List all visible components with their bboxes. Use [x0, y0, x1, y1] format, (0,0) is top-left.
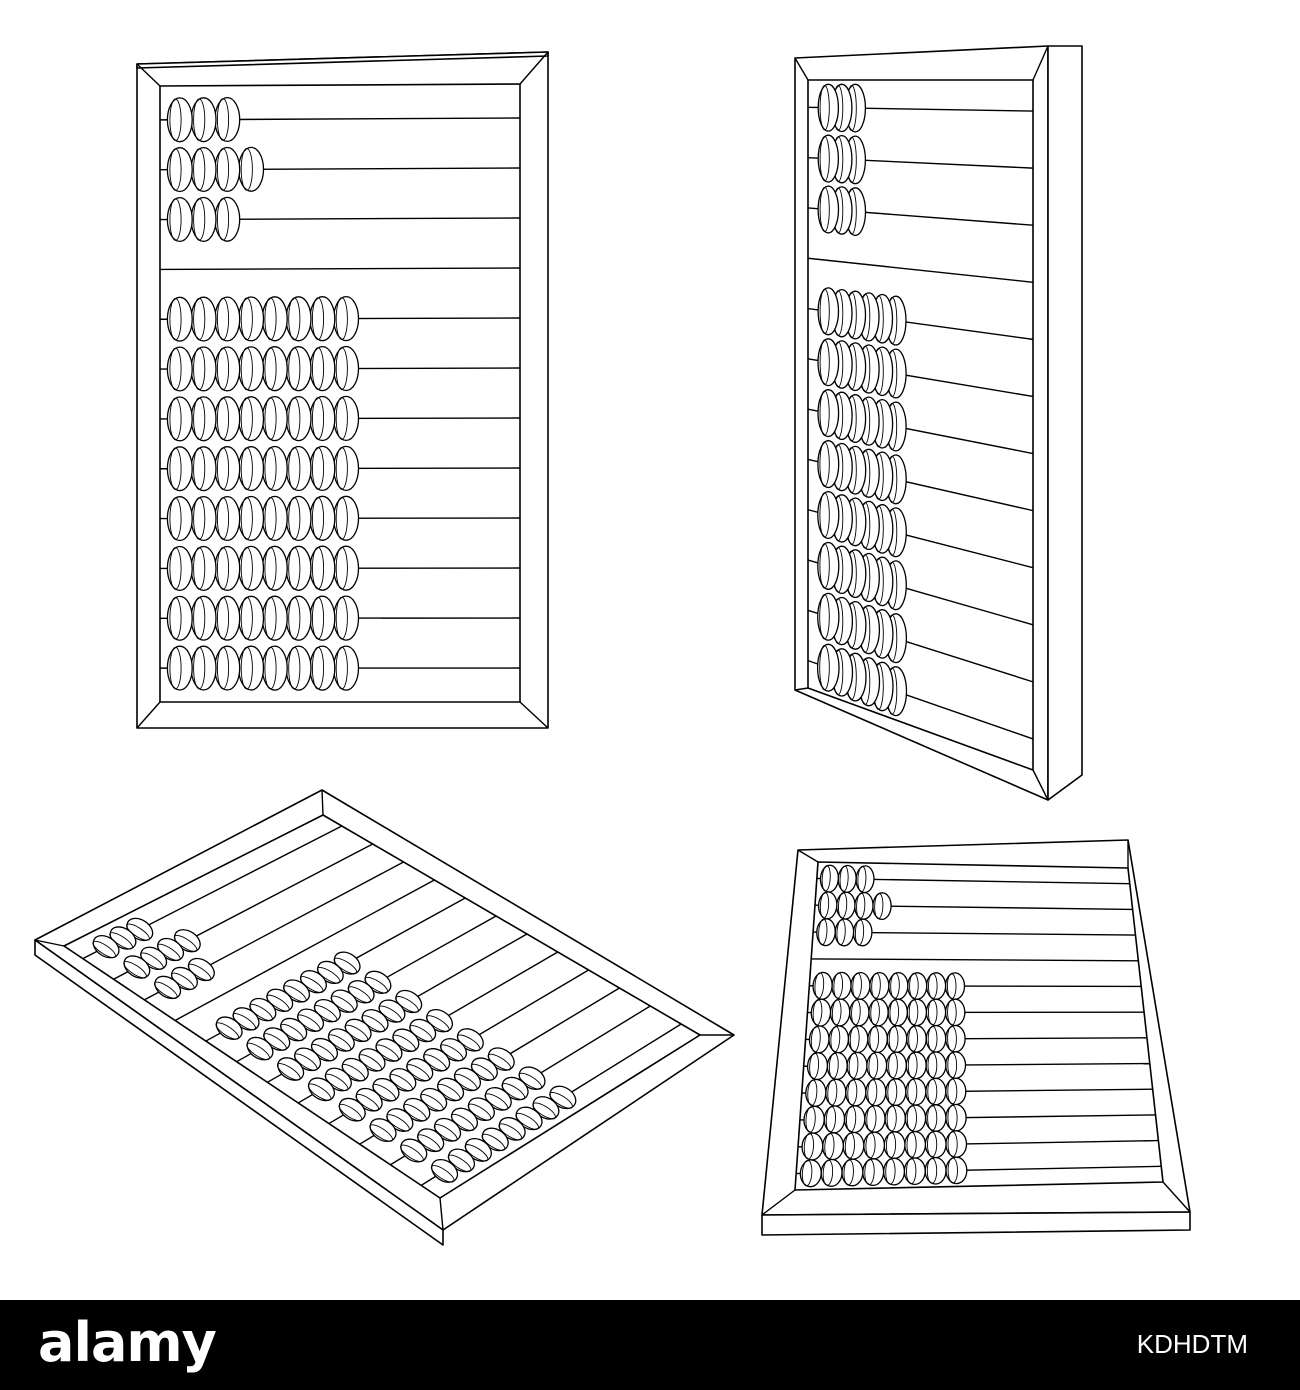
abacus-frame-edge: [762, 1212, 1190, 1235]
abacus-bead: [286, 347, 311, 391]
abacus-bead: [310, 596, 335, 640]
abacus-bead: [334, 496, 359, 540]
abacus-bead: [239, 397, 264, 441]
abacus-bead: [167, 447, 192, 491]
abacus-bead: [215, 98, 240, 142]
abacus-bead: [239, 497, 264, 541]
abacus-bead: [334, 546, 359, 590]
abacus-lying-flat-view: [35, 790, 734, 1245]
abacus-bead: [818, 339, 839, 386]
abacus-bead: [262, 596, 287, 640]
abacus-bead: [286, 596, 311, 640]
abacus-bead: [310, 546, 335, 590]
abacus-front-view: [137, 52, 548, 728]
abacus-bead: [215, 447, 240, 491]
abacus-bead: [239, 297, 264, 341]
abacus-bead: [239, 147, 264, 191]
abacus-bead: [215, 397, 240, 441]
abacus-bead: [167, 497, 192, 541]
abacus-bead: [286, 496, 311, 540]
abacus-bead: [818, 543, 839, 590]
abacus-bead: [818, 492, 839, 539]
abacus-bead: [310, 297, 335, 341]
abacus-bead: [310, 646, 335, 690]
abacus-bead: [262, 297, 287, 341]
image-code: KDHDTM: [1136, 1329, 1248, 1359]
abacus-bead: [239, 347, 264, 391]
abacus-bead: [215, 547, 240, 591]
abacus-bead: [215, 148, 240, 192]
abacus-bead: [334, 297, 359, 341]
alamy-logo: alamy: [38, 1311, 216, 1374]
abacus-bead: [191, 297, 216, 341]
abacus-bead: [191, 447, 216, 491]
abacus-bead: [239, 447, 264, 491]
abacus-bead: [286, 397, 311, 441]
abacus-bead: [334, 396, 359, 440]
abacus-bead: [191, 98, 216, 142]
abacus-bead: [191, 148, 216, 192]
abacus-bead: [286, 447, 311, 491]
abacus-bead: [215, 646, 240, 690]
abacus-bead: [191, 397, 216, 441]
abacus-bead: [215, 497, 240, 541]
abacus-frame-side: [1048, 46, 1082, 800]
abacus-bead: [167, 646, 192, 690]
abacus-bead: [262, 546, 287, 590]
abacus-bead: [191, 347, 216, 391]
abacus-bead: [310, 446, 335, 490]
abacus-bead: [262, 496, 287, 540]
abacus-bead: [167, 148, 192, 192]
abacus-bead: [215, 347, 240, 391]
abacus-bead: [167, 297, 192, 341]
abacus-bead: [262, 347, 287, 391]
watermark-footer-bar: [0, 1300, 1300, 1390]
abacus-bead: [310, 496, 335, 540]
abacus-bead: [167, 547, 192, 591]
abacus-bead: [167, 198, 192, 242]
abacus-bead: [167, 596, 192, 640]
abacus-bead: [286, 546, 311, 590]
abacus-bead: [334, 596, 359, 640]
abacus-bead: [262, 646, 287, 690]
abacus-bead: [239, 646, 264, 690]
abacus-bead: [310, 397, 335, 441]
abacus-bead: [262, 447, 287, 491]
abacus-bead: [215, 596, 240, 640]
abacus-bead: [191, 596, 216, 640]
abacus-angled-side-view: [795, 46, 1082, 800]
abacus-bead: [215, 297, 240, 341]
abacus-bead: [239, 546, 264, 590]
abacus-frame-bevel: [322, 790, 323, 815]
abacus-bead: [191, 547, 216, 591]
abacus-tilted-top-view: [762, 840, 1190, 1235]
abacus-bead: [310, 347, 335, 391]
abacus-bead: [191, 497, 216, 541]
abacus-bead: [191, 646, 216, 690]
abacus-bead: [925, 1131, 946, 1157]
abacus-bead: [286, 646, 311, 690]
abacus-bead: [262, 397, 287, 441]
abacus-bead: [215, 197, 240, 241]
abacus-bead: [239, 596, 264, 640]
abacus-bead: [334, 347, 359, 391]
abacus-bead: [191, 198, 216, 242]
abacus-bead: [167, 347, 192, 391]
abacus-bead: [334, 446, 359, 490]
abacus-bead: [167, 98, 192, 142]
abacus-bead: [167, 397, 192, 441]
abacus-bead: [286, 297, 311, 341]
abacus-bead: [334, 646, 359, 690]
